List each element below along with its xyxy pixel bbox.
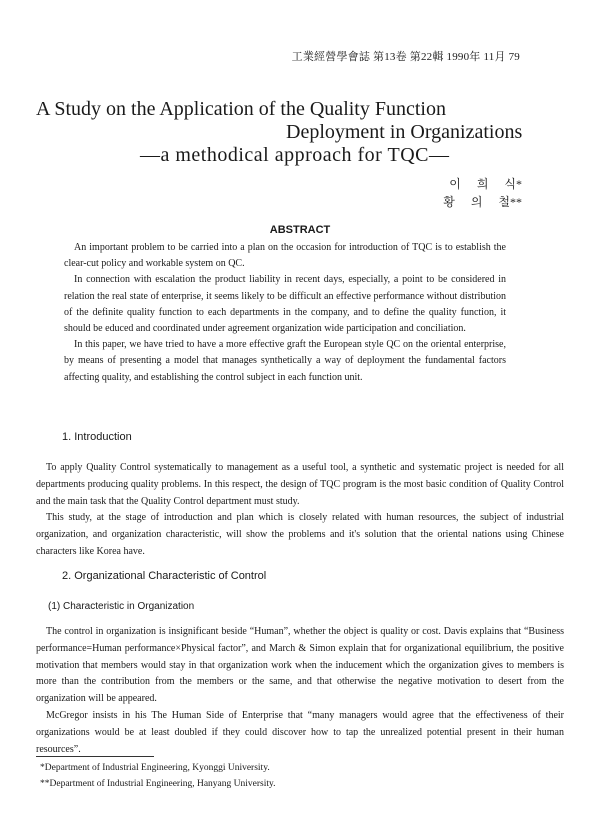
footnote-1: *Department of Industrial Engineering, Kyonggi University.: [40, 763, 270, 773]
title-line-1: A Study on the Application of the Quality Function: [36, 98, 446, 120]
author-2-char-2: 의: [470, 195, 483, 209]
paper-title: [36, 98, 556, 167]
abstract-heading: ABSTRACT: [269, 224, 331, 236]
footnotes: [40, 760, 276, 792]
title-line-3: —a methodical approach for TQC—: [140, 144, 450, 166]
subsection-heading: (1) Characteristic in Organization: [48, 601, 195, 612]
author-2-char-3: 철**: [498, 195, 522, 209]
footnote-2: **Department of Industrial Engineering, Hanyang University.: [40, 779, 276, 789]
author-list: [382, 175, 522, 211]
section-2-body: [36, 624, 564, 758]
abstract-body: [64, 240, 506, 386]
section-1-body: [36, 460, 564, 561]
footnote-divider: [36, 756, 154, 757]
body-paragraph: To apply Quality Control systematically to management as a useful tool, a synthetic and systematic project is needed for all departments producing quality problems. In this respect, the design of TQC program is the most basic condition of Quality Control and the main task that the Quality Control department must study.: [36, 462, 564, 507]
section-2-heading: 2. Organizational Characteristic of Control: [62, 570, 267, 582]
author-1-char-2: 희: [476, 177, 489, 191]
abstract-paragraph: In this paper, we have tried to have a more effective graft the European style QC on the oriental enterprise, by means of presenting a model that manages synthetically a way of deployment the fundamental factors affecting quality, and establishing the control subject in each function unit.: [64, 339, 506, 383]
abstract-paragraph: In connection with escalation the product liability in recent days, especially, a point to be considered in relation the real state of enterprise, it seems likely to be difficult an effective performance without distribution of the definite quality function to each departments in the company, and to define the quality function, it should be educed and coordinated under agreement organization wide participation and conciliation.: [64, 274, 506, 335]
section-1-heading: 1. Introduction: [62, 431, 132, 443]
abstract-paragraph: An important problem to be carried into a plan on the occasion for introduction of TQC is to establish the clear-cut policy and workable system on QC.: [64, 242, 506, 270]
body-paragraph: The control in organization is insignificant beside “Human”, whether the object is quality or cost. Davis explains that “Business performance=Human performance×Physical factor”, and March & Simon explain that for organizational equilibrium, the positive motivation that members would stay in that organization work when the inducement which the organization gives to members is more than the contribution from the members or the same, and that otherwise the negative motivation to desert from the organization will be appeared.: [36, 626, 564, 705]
body-paragraph: McGregor insists in his The Human Side of Enterprise that “many managers would agree that the effectiveness of their organizations would be at least doubled if they could discover how to tap the unrealized potential present in their human resources”.: [36, 709, 564, 755]
body-paragraph: This study, at the stage of introduction and plan which is closely related with human resources, the subject of industrial organization, and organization characteristic, will show the problems and it's solution that the oriental nations using Chinese characters like Korea have.: [36, 512, 564, 557]
author-1-char-1: 이: [449, 177, 461, 191]
title-line-2: Deployment in Organizations: [286, 121, 523, 143]
running-head: 工業經營學會誌 第13卷 第22輯 1990年 11月 79: [291, 51, 520, 63]
author-1-char-3: 식*: [504, 177, 522, 191]
author-2: [382, 193, 522, 211]
author-2-char-1: 황: [443, 195, 455, 209]
author-1: [382, 175, 522, 193]
